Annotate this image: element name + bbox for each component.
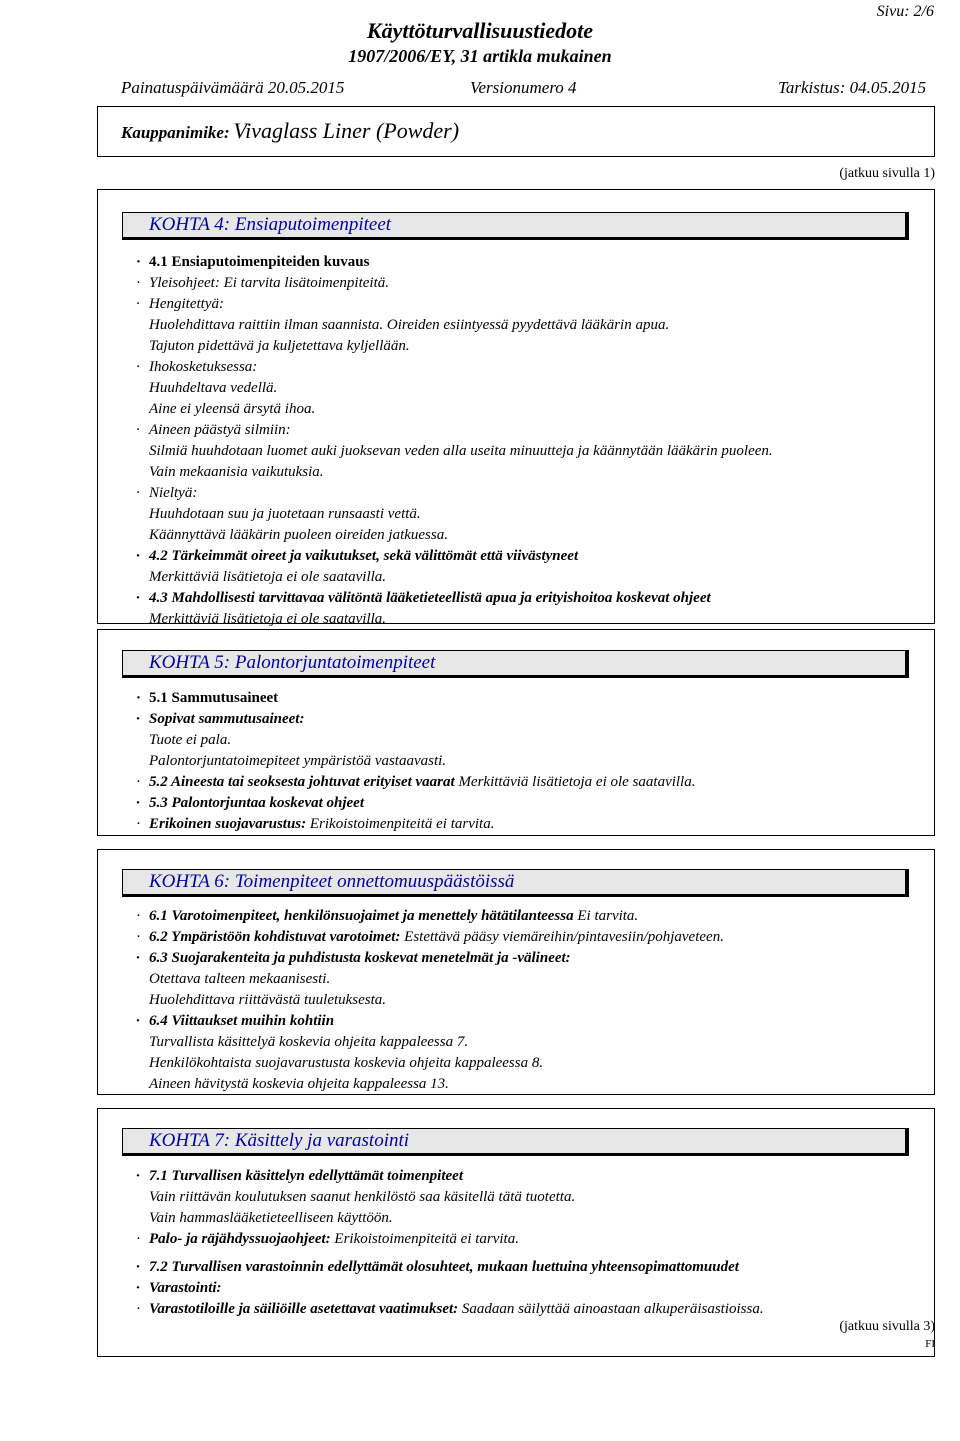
s5-line: · Erikoinen suojavarustus: Erikoistoimenpiteitä ei tarvita. [136, 816, 495, 832]
s4-line: Merkittäviä lisätietoja ei ole saatavilla. [149, 569, 387, 585]
s7-line: · Varastotiloille ja säiliöille asetettavat vaatimukset: Saadaan säilyttää ainoastaan alkuperäisastioissa. [136, 1301, 764, 1317]
s4-line: Huolehdittava raittiin ilman saannista. Oireiden esiintyessä pyydettävä lääkärin apua. [149, 317, 670, 333]
s4-line: Merkittäviä lisätietoja ei ole saatavilla. [149, 611, 387, 627]
s4-line: · Ihokosketuksessa: [136, 359, 258, 375]
section-4-heading: KOHTA 4: Ensiaputoimenpiteet [122, 212, 909, 240]
s6-line: · 6.1 Varotoimenpiteet, henkilönsuojaimet ja menettely hätätilanteessa Ei tarvita. [136, 908, 639, 924]
s5-line: Palontorjuntatoimepiteet ympäristöä vastaavasti. [149, 753, 447, 769]
s6-line: · 6.2 Ympäristöön kohdistuvat varotoimet: Estettävä pääsy viemäreihin/pintavesiin/pohjaveteen. [136, 929, 724, 945]
s4-line: · Aineen päästyä silmiin: [136, 422, 291, 438]
section-5 [97, 629, 935, 836]
s4-line: · 4.3 Mahdollisesti tarvittavaa välitöntä lääketieteellistä apua ja erityishoitoa koskevat ohjeet [136, 590, 711, 606]
s5-line: · 5.1 Sammutusaineet [136, 690, 279, 706]
section-5-heading: KOHTA 5: Palontorjuntatoimenpiteet [122, 650, 909, 678]
version-number: Versionumero 4 [470, 78, 577, 97]
s4-line: Käännyttävä lääkärin puoleen oireiden jatkuessa. [149, 527, 448, 543]
section-6-heading: KOHTA 6: Toimenpiteet onnettomuuspäästöissä [122, 869, 909, 897]
s6-line: Otettava talteen mekaanisesti. [149, 971, 331, 987]
document-title: Käyttöturvallisuustiedote [366, 18, 594, 43]
section-6 [97, 849, 935, 1095]
revision-date: Tarkistus: 04.05.2015 [778, 78, 927, 97]
s7-line: Vain riittävän koulutuksen saanut henkilöstö saa käsitellä tätä tuotetta. [149, 1189, 576, 1205]
s6-line: Aineen hävitystä koskevia ohjeita kappaleessa 13. [149, 1076, 449, 1092]
s6-line: · 6.3 Suojarakenteita ja puhdistusta koskevat menetelmät ja -välineet: [136, 950, 571, 966]
trade-name-value: Vivaglass Liner (Powder) [233, 118, 460, 143]
s6-line: Huolehdittava riittävästä tuuletuksesta. [149, 992, 387, 1008]
page-number: Sivu: 2/6 [876, 3, 934, 20]
trade-name-label: Kauppanimike: [121, 123, 230, 142]
print-date: Painatuspäivämäärä 20.05.2015 [121, 78, 345, 97]
s7-line: · 7.2 Turvallisen varastoinnin edellyttämät olosuhteet, mukaan luettuina yhteensopimattomuudet [136, 1259, 739, 1275]
section-7 [97, 1108, 935, 1357]
s6-line: Turvallista käsittelyä koskevia ohjeita kappaleessa 7. [149, 1034, 469, 1050]
s4-line: Tajuton pidettävä ja kuljetettava kyljellään. [149, 338, 410, 354]
s5-line: Tuote ei pala. [149, 732, 232, 748]
s7-line: · Varastointi: [136, 1280, 222, 1296]
s7-line: · Palo- ja räjähdyssuojaohjeet: Erikoistoimenpiteitä ei tarvita. [136, 1231, 519, 1247]
s7-line: · 7.1 Turvallisen käsittelyn edellyttämät toimenpiteet [136, 1168, 463, 1184]
s4-line: Silmiä huuhdotaan luomet auki juoksevan veden alla useita minuutteja ja käännytään lääkärin puoleen. [149, 443, 773, 459]
s5-line: · Sopivat sammutusaineet: [136, 711, 305, 727]
section-7-heading: KOHTA 7: Käsittely ja varastointi [122, 1128, 909, 1156]
s4-line: · 4.1 Ensiaputoimenpiteiden kuvaus [136, 254, 370, 270]
s4-line: Huuhdeltava vedellä. [149, 380, 278, 396]
section-4 [97, 166, 935, 627]
document-subtitle: 1907/2006/EY, 31 artikla mukainen [348, 46, 612, 66]
s4-line: · Yleisohjeet: Ei tarvita lisätoimenpiteitä. [136, 275, 389, 291]
s4-line: Vain mekaanisia vaikutuksia. [149, 464, 324, 480]
s4-line: · 4.2 Tärkeimmät oireet ja vaikutukset, sekä välittömät että viivästyneet [136, 548, 579, 564]
s6-line: · 6.4 Viittaukset muihin kohtiin [136, 1013, 335, 1029]
s6-line: Henkilökohtaista suojavarustusta koskevia ohjeita kappaleessa 8. [149, 1055, 544, 1071]
language-code: FI [925, 1338, 935, 1350]
continued-from: (jatkuu sivulla 1) [839, 166, 935, 181]
s4-line: · Nieltyä: [136, 485, 198, 501]
s5-line: · 5.3 Palontorjuntaa koskevat ohjeet [136, 795, 365, 811]
continued-to: (jatkuu sivulla 3) [839, 1319, 935, 1334]
s5-line: · 5.2 Aineesta tai seoksesta johtuvat erityiset vaarat Merkittäviä lisätietoja ei ole saatavilla. [136, 774, 696, 790]
s4-line: Aine ei yleensä ärsytä ihoa. [149, 401, 316, 417]
s7-line: Vain hammaslääketieteelliseen käyttöön. [149, 1210, 393, 1226]
s4-line: Huuhdotaan suu ja juotetaan runsaasti vettä. [149, 506, 421, 522]
trade-name-box [97, 106, 935, 157]
s4-line: · Hengitettyä: [136, 296, 224, 312]
